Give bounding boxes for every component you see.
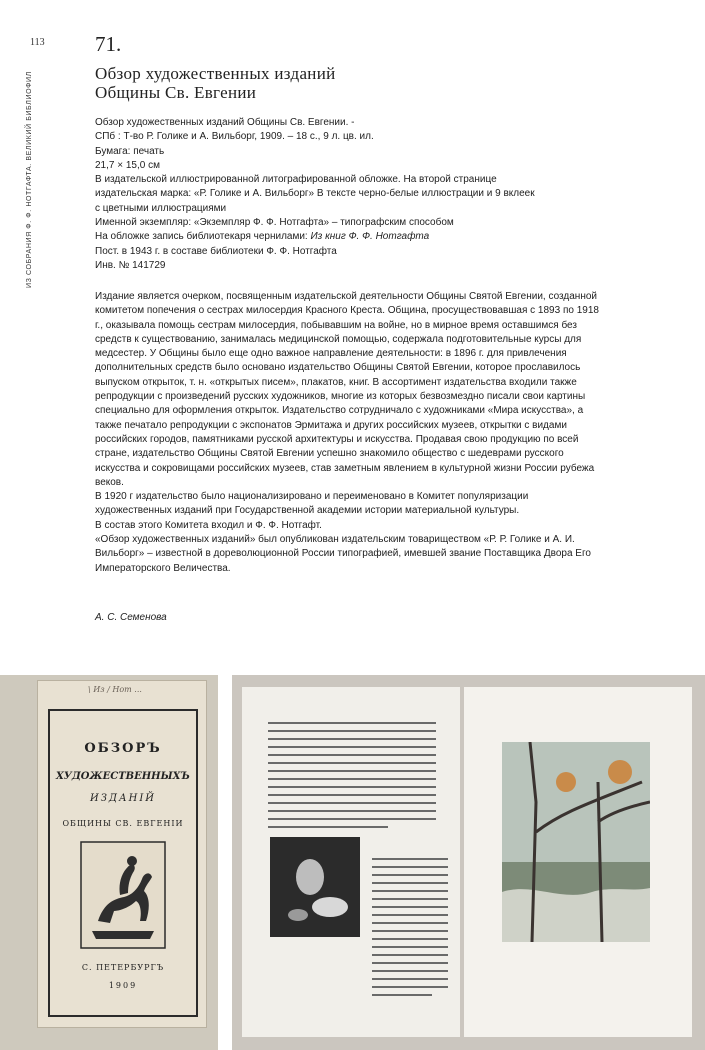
spread-right-page: [464, 687, 692, 1037]
spread-left-page: [242, 687, 460, 1037]
cover-photo: [0, 675, 218, 1050]
biblio-line: Бумага: печать: [95, 145, 165, 157]
entry-title-line-1: Обзор художественных изданий: [95, 64, 336, 83]
cover-city: С. ПЕТЕРБУРГЪ: [81, 963, 165, 972]
owner-note-inscription: Из книг Ф. Ф. Нотгафта: [310, 231, 430, 243]
running-head-vertical: ИЗ СОБРАНИЯ Ф. Ф. НОТГАФТА. ВЕЛИКИЙ БИБЛИОФИЛ: [26, 71, 33, 288]
biblio-line: Именной экземпляр: «Экземпляр Ф. Ф. Нотгафта» – типографским способом: [95, 217, 454, 229]
cover-title-2: ХУДОЖЕСТВЕННЫХЪ: [56, 771, 190, 782]
cover-year: 1909: [108, 981, 138, 990]
biblio-line: Обзор художественных изданий Общины Св. Евгении. -: [95, 117, 355, 128]
book-cover: [38, 681, 206, 1027]
entry-number: 71.: [95, 32, 122, 56]
cover-frame: [48, 709, 198, 1017]
biblio-line: с цветными иллюстрациями: [95, 202, 227, 214]
black-white-photo-illustration: [270, 837, 360, 937]
bibliographic-description: [95, 116, 655, 273]
entry-title-line-2: Общины Св. Евгении: [95, 83, 257, 102]
cover-title-3: ИЗДАНIЙ: [89, 793, 157, 804]
biblio-line: В издательской иллюстрированной литографированной обложке. На второй странице: [95, 174, 497, 186]
cover-title-1: ОБЗОРЪ: [84, 741, 162, 756]
essay-paragraph: В 1920 г издательство было национализировано и переименовано в Комитет популяризации художественных изданий при Государственной академии истории материальной культуры.: [95, 491, 529, 517]
essay-paragraph: «Обзор художественных изданий» был опубликован издательским товариществом «Р. Р. Голике и А. И. Вильборг» – известной в дореволюционной России типографией, имевшей звание Поставщика Двора Его Императорского Величества.: [95, 534, 591, 574]
essay-paragraph: В состав этого Комитета входил и Ф. Ф. Нотгафт.: [95, 519, 322, 531]
biblio-line: СПб : Т-во Р. Голике и А. Вильборг, 1909. – 18 с., 9 л. цв. ил.: [95, 131, 374, 143]
text-block-illustration: [268, 719, 438, 831]
essay-body: [95, 290, 605, 576]
landscape-painting-illustration: [502, 742, 650, 942]
biblio-line: 21,7 × 15,0 см: [95, 159, 160, 171]
owner-note: [95, 230, 655, 244]
owner-note-prefix: На обложке запись библиотекаря чернилами:: [95, 231, 311, 243]
page-number: 113: [30, 37, 45, 48]
accession-line: Пост. в 1943 г. в составе библиотеки Ф. Ф. Нотгафта: [95, 245, 337, 257]
biblio-line: издательская марка: «Р. Голике и А. Вильборг» В тексте черно-белые иллюстрации и 9 вклеек: [95, 188, 535, 200]
inventory-number: Инв. № 141729: [95, 259, 166, 271]
spread-photo: [232, 675, 705, 1050]
cover-title-4: ОБЩИНЫ СВ. ЕВГЕНIИ: [62, 819, 184, 828]
column-text-illustration: [372, 855, 450, 1015]
author-signature: А. С. Семенова: [95, 612, 167, 623]
horseman-emblem-icon: [80, 841, 166, 949]
essay-paragraph: Издание является очерком, посвященным издательской деятельности Общины Святой Евгении, созданной комитетом попечения о сестрах милосердия Красного Креста. Община, просуществовавшая с 1893 по 1918 г., оказывала помощь сестрам милосердия, побывавшим на войне, но в мирное время оставшимся без средств к существованию, занималась медицинской помощью, содержала подготовительные курсы для медсестер. У Общины было еще одно важное направление деятельности: в 1896 г. для привлечения дополнительных средств было основано издательство Общины Святой Евгении, которое прославилось выпуском открыток, т. н. «открытых писем», плакатов, книг. В ассортимент издательства входили также репродукции с произведений русских художников, многие из которых безвозмездно писали свои картины специально для оформления открыток. Издательство сотрудничало с художниками «Мира искусства», а также печатало репродукции с экспонатов Эрмитажа и других российских музеев, открытки с видами российских городов, памятниками русской архитектуры и искусства. Продавая свою продукцию по всей стране, издательство Общины Святой Евгении успешно знакомило общество с шедеврами русского искусства и сокровищами российских музеев, став заметным явлением в культурной жизни России рубежа веков.: [95, 291, 599, 488]
entry-title: [95, 64, 336, 102]
cover-handwritten-note: \ Из / Нот ...: [88, 685, 142, 694]
